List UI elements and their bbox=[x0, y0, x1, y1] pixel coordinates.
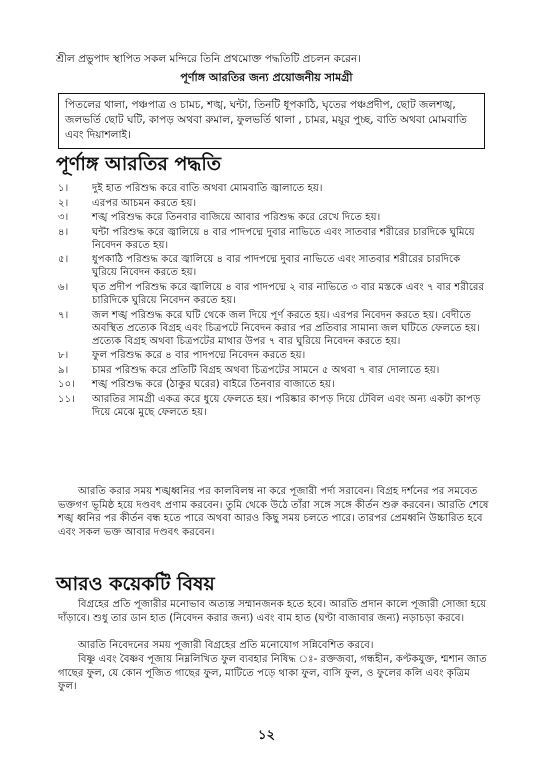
step-number: ১। bbox=[58, 183, 69, 194]
step-text: ঘন্টা পরিশুদ্ধ করে জ্বালিয়ে ৪ বার পাদপদ্মে দুবার নাভিতে এবং সাতবার শরীরের চারদিকে ঘুমিয়ে নিবেদন করতে হয়। bbox=[92, 226, 475, 251]
step-number: ১১। bbox=[58, 393, 75, 405]
step-text: শঙ্খ পরিশুদ্ধ করে (ঠাকুর ঘরের) বাইরে তিনবার বাজাতে হয়। bbox=[92, 379, 335, 391]
step-item bbox=[58, 226, 488, 252]
more-heading: আরও কয়েকটি বিষয় bbox=[56, 573, 215, 595]
step-number: ৯। bbox=[58, 364, 69, 376]
step-item bbox=[58, 378, 488, 391]
step-item bbox=[58, 197, 488, 210]
step-text: শঙ্খ পরিশুদ্ধ করে তিনবার বাজিয়ে আবার পরিশুদ্ধ করে রেখে দিতে হয়। bbox=[92, 212, 381, 224]
step-text: জল শঙ্খ পরিশুদ্ধ করে ঘটি থেকে জল দিয়ে পূর্ণ করতে হয়। এরপর নিবেদন করতে হয়। বেদীতে অবস্থিত প্রত্যেক বিগ্রহ এবং চিত্রপটে নিবেদন করার পর প্রতিবার সামান্য জল ঘটিতে ফেলতে হয়। প্রত্যেক বিগ্রহ অথবা চিত্রপটের মাথার উপর ৭ বার ঘুরিয়ে নিবেদন করতে হয়। bbox=[92, 309, 480, 347]
step-number: ৮। bbox=[58, 350, 69, 362]
step-item bbox=[58, 364, 488, 377]
step-item bbox=[58, 182, 488, 195]
more-paragraph-1: বিগ্রহের প্রতি পূজারীর মনোভাব অত্যন্ত সম্মানজনক হতে হবে। আরতি প্রদান কালে পূজারী সোজা হয়ে দাঁড়াবে। শুধু তার ডান হাত (নিবেদন করার জন্য) এবং বাম হাত (ঘণ্টা বাজাবার জন্য) নড়াচড়া করবে। bbox=[58, 599, 487, 624]
step-number: ৬। bbox=[58, 281, 69, 293]
step-text: ঘৃত প্রদীপ পরিশুদ্ধ করে জ্বালিয়ে ৪ বার পাদপদ্মে ২ বার নাভিতে ৩ বার মস্তকে এবং ৭ বার শরীরের চারিদিকে ঘুরিয়ে নিবেদন করতে হয়। bbox=[92, 281, 485, 306]
step-text: ফুল পরিশুদ্ধ করে ৪ বার পাদপদ্মে নিবেদন করতে হয়। bbox=[92, 350, 306, 362]
step-number: ৪। bbox=[58, 226, 69, 238]
more-paragraph-2: আরতি নিবেদনের সময় পূজারী বিগ্রহের প্রতি মনোযোগ সন্নিবেশিত করবে। bbox=[78, 640, 374, 651]
step-text: আরতির সামগ্রী একত্র করে ধুয়ে ফেলতে হয়। পরিষ্কার কাপড় দিয়ে টেবিল এবং অন্য একটা কাপড় দিয়ে মেঝে মুছে ফেলতে হয়। bbox=[92, 393, 481, 418]
step-number: ৭। bbox=[58, 309, 69, 321]
step-item bbox=[58, 393, 488, 419]
step-item bbox=[58, 211, 488, 224]
step-number: ১০। bbox=[58, 379, 75, 391]
step-number: ৩। bbox=[58, 212, 69, 224]
method-heading: পূর্ণাঙ্গ আরতির পদ্ধতি bbox=[56, 153, 222, 175]
step-text: এরপর আচমন করতে হয়। bbox=[92, 197, 197, 209]
step-text: ধুপকাঠি পরিশুদ্ধ করে জ্বালিয়ে ৪ বার পাদপদ্মে দুবার নাভিতে এবং সাতবার শরীরের চারদিকে ঘুরিয়ে নিবেদন করতে হয়। bbox=[92, 254, 461, 279]
materials-box: পিতলের থালা, পঞ্চপাত্র ও চামচ, শঙ্খ, ঘন্টা, তিনটি ধূপকাঠি, ঘৃতের পঞ্চপ্রদীপ, ছোট জলশঙ্খ, জলভর্তি ছোট ঘটি, কাপড় অথবা রুমাল, ফুলভর্তি থালা , চামর, ময়ূর পুচ্ছ, বাতি অথবা মোমবাতি এবং দিয়াশলাই। bbox=[58, 93, 485, 149]
steps-list bbox=[58, 182, 488, 421]
closing-paragraph: আরতি করার সময় শঙ্খধ্বনির পর কালবিলম্ব না করে পূজারী পর্দা সরাবেন। বিগ্রহ দর্শনের পর সমবেত ভক্তগণ ভূমিষ্ঠ হয়ে দণ্ডবৎ প্রণাম করবেন। তুমি থেকে উঠে তাঁরা সঙ্গে সঙ্গে কীর্তন শুরু করবেন। আরতি শেষে শঙ্খ ধ্বনির পর কীর্তন বন্ধ হতে পারে অথবা আরও কিছু সময় চলতে পারে। তারপর প্রেমধ্বনি উচ্চারিত হবে এবং সকল ভক্ত আবার দণ্ডবৎ করবেন। bbox=[58, 486, 489, 538]
materials-heading: পূর্ণাঙ্গ আরতির জন্য প্রয়োজনীয় সামগ্রী bbox=[180, 71, 353, 84]
step-item bbox=[58, 349, 488, 362]
page-number: ১২ bbox=[258, 728, 275, 743]
step-number: ২। bbox=[58, 197, 69, 209]
more-paragraph-3: বিষ্ণু এবং বৈষ্ণব পূজায় নিম্নলিখিত ফুল ব্যবহার নিষিদ্ধ ঃ- রক্তজবা, গন্ধহীন, কণ্টকযুক্ত, শ্মশান জাত গাছের ফুল, যে কোন পূজিত গাছের ফুল, মাটিতে পড়ে থাকা ফুল, বাসি ফুল, ও ফুলের কলি এবং কৃত্রিম ফুল। bbox=[58, 654, 487, 693]
step-item bbox=[58, 309, 488, 348]
intro-line: শ্রীল প্রভুপাদ স্থাপিত সকল মন্দিরে তিনি প্রথমোক্ত পদ্ধতিটি প্রচলন করেন। bbox=[56, 53, 361, 65]
step-text: চামর পরিশুদ্ধ করে প্রতিটি বিগ্রহ অথবা চিত্রপটের সামনে ৫ অথবা ৭ বার দোলাতে হয়। bbox=[92, 364, 440, 376]
step-item bbox=[58, 281, 488, 307]
step-item bbox=[58, 253, 488, 279]
step-text: দুই হাত পরিশুদ্ধ করে বাতি অথবা মোমবাতি জ্বালাতে হয়। bbox=[92, 183, 323, 194]
step-number: ৫। bbox=[58, 254, 69, 266]
